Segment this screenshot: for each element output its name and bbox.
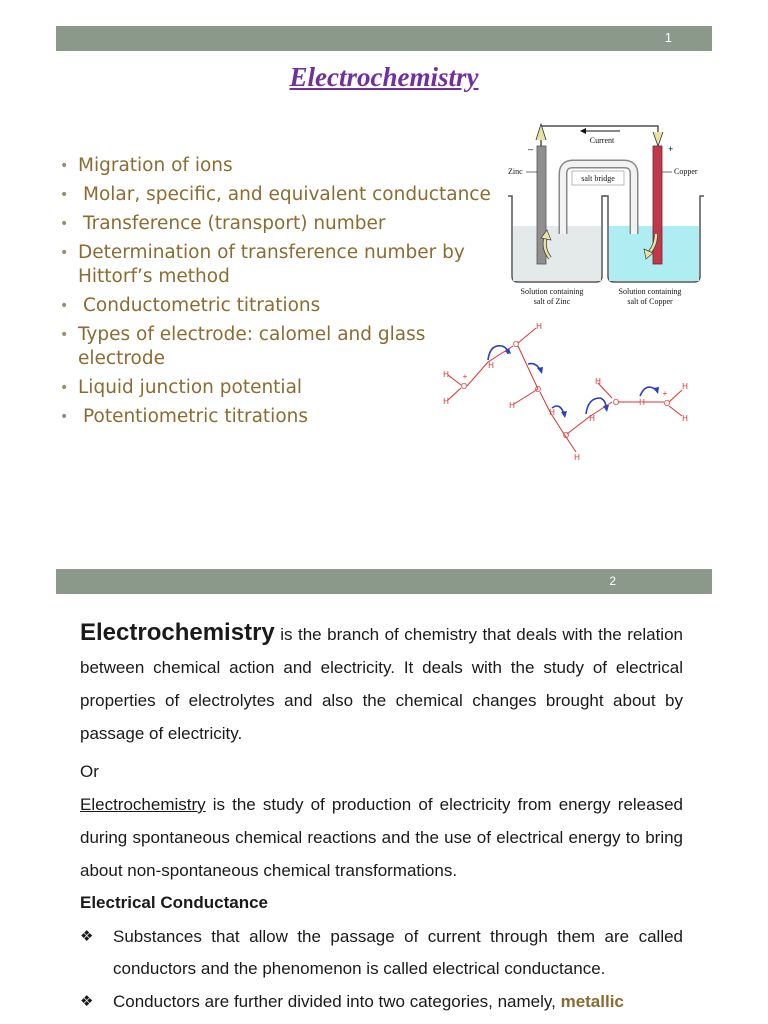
topic-item: • Determination of transference number by Hittorf’s method — [60, 242, 465, 287]
atom-h: H — [682, 414, 688, 423]
current-label: Current — [589, 136, 615, 145]
left-caption-line1: Solution containing — [520, 287, 584, 296]
bullet-icon: • — [60, 327, 69, 343]
atom-h: H — [488, 361, 494, 370]
atom-h: H — [549, 408, 555, 417]
section-heading-electrical-conductance: Electrical Conductance — [80, 893, 269, 912]
charge-plus: + — [462, 372, 468, 381]
galvanic-cell-figure — [500, 116, 712, 312]
bullet-icon: • — [60, 380, 69, 396]
diamond-bullet-icon: ❖ — [80, 993, 94, 1010]
right-caption-line2: salt of Copper — [627, 297, 673, 306]
topic-item: • Transference (transport) number — [60, 213, 386, 234]
or-text: Or — [80, 762, 99, 781]
zinc-label: Zinc — [508, 167, 523, 176]
left-caption-line2: salt of Zinc — [533, 297, 571, 306]
atom-h: H — [536, 322, 542, 331]
minus-sign: – — [528, 144, 534, 154]
topic-item: • Molar, specific, and equivalent conductance — [60, 184, 491, 205]
topic-list — [60, 154, 500, 434]
proton-hopping-figure — [436, 318, 706, 468]
atom-h: H — [443, 397, 449, 406]
list-item: ❖ Conductors are further divided into two categories, namely, metallic — [80, 986, 683, 1018]
highlight-metallic: metallic — [560, 992, 624, 1011]
bullet-icon: • — [60, 298, 69, 314]
conductance-list — [80, 921, 683, 1018]
bullet-icon: • — [60, 216, 69, 232]
atom-h: H — [589, 414, 595, 423]
atom-o: O — [663, 399, 671, 408]
atom-o: O — [562, 431, 570, 440]
definition-paragraph-2: Electrochemistry is the study of production of electricity from energy released during spontaneous chemical reactions and the use of electrical energy to bring about non-spontaneous chemical transformations. — [80, 795, 683, 880]
slide1-page-number: 1 — [664, 30, 672, 45]
atom-h: H — [443, 370, 449, 379]
bullet-icon: • — [60, 245, 69, 261]
bullet-icon: • — [60, 187, 69, 203]
bullet-icon: • — [60, 158, 69, 174]
atom-h: H — [574, 453, 580, 462]
topic-item: • Conductometric titrations — [60, 295, 321, 316]
atom-h: H — [682, 382, 688, 391]
topic-item: • Migration of ions — [60, 155, 233, 176]
topic-item: • Potentiometric titrations — [60, 406, 309, 427]
plus-sign: + — [668, 144, 674, 154]
atom-o: O — [534, 385, 542, 394]
topic-item: • Liquid junction potential — [60, 377, 303, 398]
slide2-page-number: 2 — [609, 574, 616, 588]
atom-h: H — [595, 377, 601, 386]
atom-o: O — [460, 382, 468, 391]
charge-plus: + — [662, 389, 668, 398]
slide1-header-bar — [56, 26, 712, 51]
slide1-title: Electrochemistry — [289, 62, 479, 92]
atom-o: O — [512, 340, 520, 349]
term-electrochemistry: Electrochemistry — [80, 619, 275, 646]
atom-h: H — [639, 398, 645, 407]
right-caption-line1: Solution containing — [618, 287, 682, 296]
list-item: ❖ Substances that allow the passage of current through them are called conductors and the phenomenon is called electrical conductance. — [80, 921, 683, 985]
term-electrochemistry-underlined: Electrochemistry — [80, 795, 206, 814]
copper-label: Copper — [674, 167, 698, 176]
zinc-solution — [513, 226, 601, 281]
salt-bridge-label: salt bridge — [581, 174, 615, 183]
slide2-header-bar — [56, 569, 712, 594]
definition-paragraph-1: Electrochemistry is the branch of chemistry that deals with the relation between chemical action and electricity. It deals with the study of electrical properties of electrolytes and also the chemical changes brought about by passage of electricity. — [80, 619, 683, 743]
atom-o: O — [612, 398, 620, 407]
topic-item: • Types of electrode: calomel and glass electrode — [60, 324, 426, 369]
atom-h: H — [509, 401, 515, 410]
diamond-bullet-icon: ❖ — [80, 928, 94, 945]
bullet-icon: • — [60, 409, 69, 425]
